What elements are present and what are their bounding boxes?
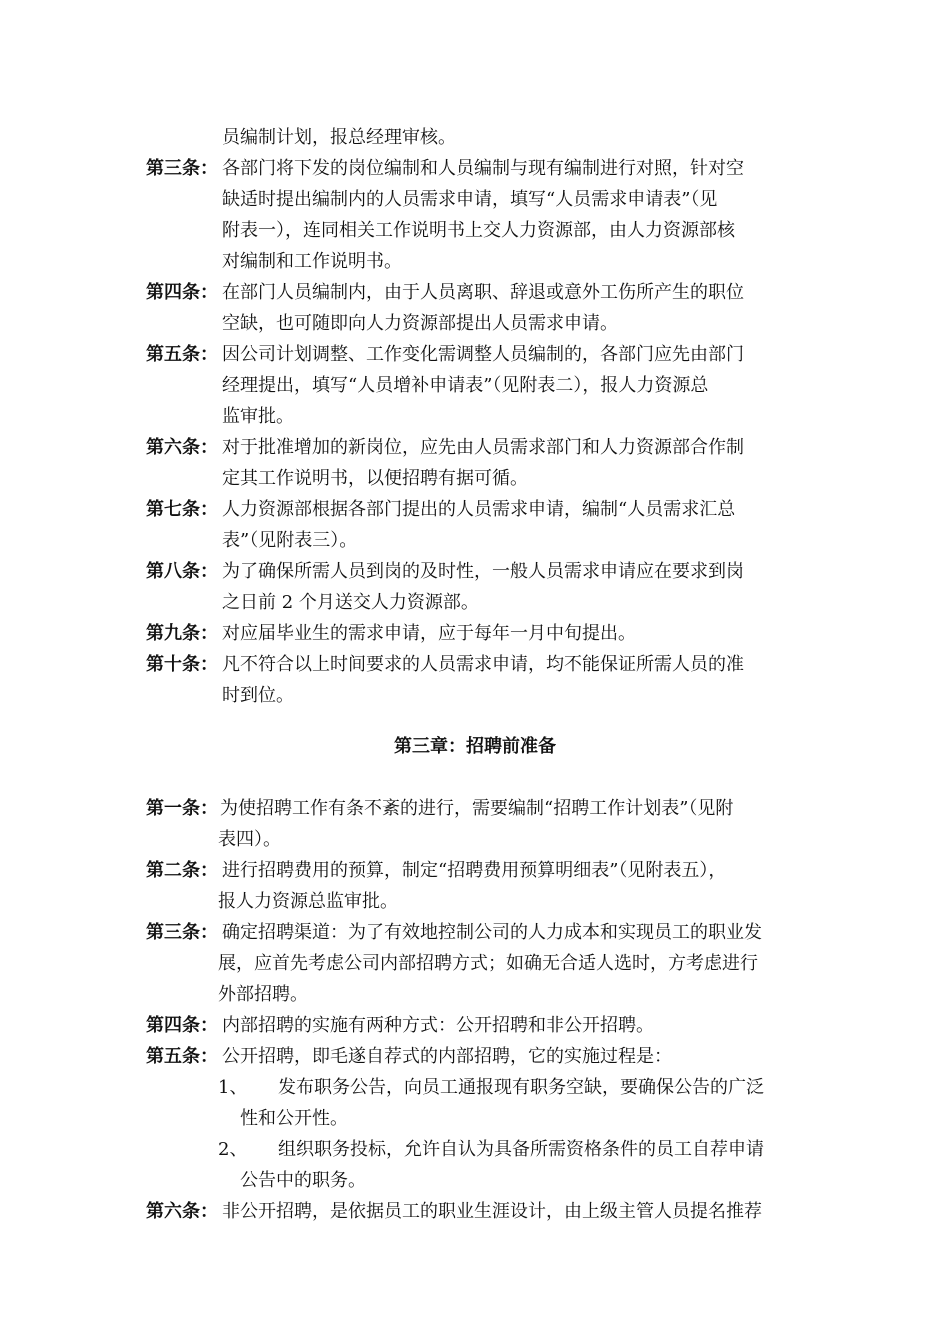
clause-line: 确定招聘渠道：为了有效地控制公司的人力成本和实现员工的职业发 bbox=[222, 922, 762, 943]
clause-line: 各部门将下发的岗位编制和人员编制与现有编制进行对照，针对空 bbox=[222, 158, 744, 179]
clause-label: 第五条： bbox=[146, 1046, 218, 1067]
clause-line: 之日前 2 个月送交人力资源部。 bbox=[222, 592, 479, 613]
clause-line: 定其工作说明书，以便招聘有据可循。 bbox=[222, 468, 528, 489]
clause-line: 在部门人员编制内，由于人员离职、辞退或意外工伤所产生的职位 bbox=[222, 282, 744, 303]
clause-label: 第三条： bbox=[146, 158, 218, 179]
clause-line: 监审批。 bbox=[222, 406, 294, 427]
clause-line: 表”（见附表三）。 bbox=[222, 530, 358, 551]
clause-line: 人力资源部根据各部门提出的人员需求申请，编制“人员需求汇总 bbox=[222, 499, 736, 520]
list-item-line: 组织职务投标，允许自认为具备所需资格条件的员工自荐申请 bbox=[278, 1139, 764, 1160]
clause-line: 外部招聘。 bbox=[218, 984, 308, 1005]
clause-label: 第二条： bbox=[146, 860, 218, 881]
clause-line: 内部招聘的实施有两种方式：公开招聘和非公开招聘。 bbox=[222, 1015, 654, 1036]
list-item-line: 发布职务公告，向员工通报现有职务空缺，要确保公告的广泛 bbox=[278, 1077, 764, 1098]
clause-label: 第六条： bbox=[146, 437, 218, 458]
clause-line: 展，应首先考虑公司内部招聘方式；如确无合适人选时，方考虑进行 bbox=[218, 953, 758, 974]
clause-label: 第七条： bbox=[146, 499, 218, 520]
clause-label: 第三条： bbox=[146, 922, 218, 943]
clause-line: 公开招聘，即毛遂自荐式的内部招聘，它的实施过程是： bbox=[222, 1046, 672, 1067]
clause-line: 对于批准增加的新岗位，应先由人员需求部门和人力资源部合作制 bbox=[222, 437, 744, 458]
clause-label: 第一条： bbox=[146, 798, 218, 819]
clause-line: 对应届毕业生的需求申请，应于每年一月中旬提出。 bbox=[222, 623, 636, 644]
clause-label: 第五条： bbox=[146, 344, 218, 365]
clause-line: 因公司计划调整、工作变化需调整人员编制的，各部门应先由部门 bbox=[222, 344, 744, 365]
list-item-line: 公告中的职务。 bbox=[240, 1170, 366, 1191]
clause-line: 经理提出，填写“人员增补申请表”（见附表二），报人力资源总 bbox=[222, 375, 709, 396]
clause-label: 第八条： bbox=[146, 561, 218, 582]
clause-line: 为使招聘工作有条不紊的进行，需要编制“招聘工作计划表”（见附 bbox=[220, 798, 734, 819]
clause-line: 报人力资源总监审批。 bbox=[218, 891, 398, 912]
clause-line: 缺适时提出编制内的人员需求申请，填写“人员需求申请表”（见 bbox=[222, 189, 718, 210]
chapter-title: 第三章：招聘前准备 bbox=[394, 736, 556, 757]
list-item-line: 性和公开性。 bbox=[240, 1108, 348, 1129]
clause-line: 时到位。 bbox=[222, 685, 294, 706]
clause-line: 对编制和工作说明书。 bbox=[222, 251, 402, 272]
clause-label: 第四条： bbox=[146, 282, 218, 303]
clause-line: 附表一），连同相关工作说明书上交人力资源部，由人力资源部核 bbox=[222, 220, 735, 241]
clause-label: 第四条： bbox=[146, 1015, 218, 1036]
list-item-number: 2、 bbox=[218, 1139, 248, 1160]
clause-line: 凡不符合以上时间要求的人员需求申请，均不能保证所需人员的准 bbox=[222, 654, 744, 675]
clause-line: 非公开招聘，是依据员工的职业生涯设计，由上级主管人员提名推荐 bbox=[222, 1201, 762, 1222]
clause-label: 第十条： bbox=[146, 654, 218, 675]
list-item-number: 1、 bbox=[218, 1077, 248, 1098]
clause-line: 为了确保所需人员到岗的及时性，一般人员需求申请应在要求到岗 bbox=[222, 561, 744, 582]
clause-line: 进行招聘费用的预算，制定“招聘费用预算明细表”（见附表五）， bbox=[222, 860, 727, 881]
clause-line: 表四）。 bbox=[218, 829, 281, 850]
clause-continuation: 员编制计划，报总经理审核。 bbox=[222, 127, 456, 148]
clause-line: 空缺，也可随即向人力资源部提出人员需求申请。 bbox=[222, 313, 618, 334]
clause-label: 第九条： bbox=[146, 623, 218, 644]
clause-label: 第六条： bbox=[146, 1201, 218, 1222]
